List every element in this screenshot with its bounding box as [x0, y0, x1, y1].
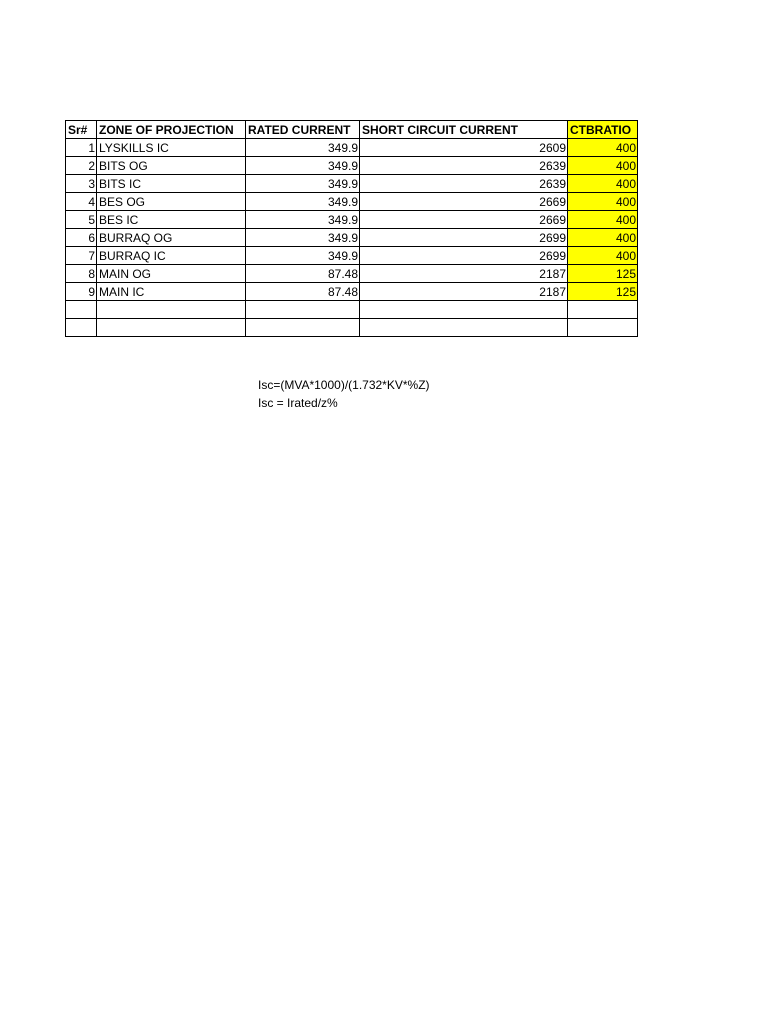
cell-zone: BITS IC: [97, 175, 246, 193]
cell-short-circuit-current: 2669: [360, 211, 568, 229]
cell-zone: MAIN IC: [97, 283, 246, 301]
empty-row: [66, 301, 638, 319]
cell-zone: BES IC: [97, 211, 246, 229]
cell-ct-ratio: 400: [568, 175, 638, 193]
empty-cell: [360, 319, 568, 337]
cell-short-circuit-current: 2609: [360, 139, 568, 157]
table-row: [66, 175, 638, 193]
cell-ct-ratio: 400: [568, 139, 638, 157]
cell-zone: MAIN OG: [97, 265, 246, 283]
empty-cell: [246, 319, 360, 337]
cell-rated-current: 349.9: [246, 157, 360, 175]
table-row: [66, 247, 638, 265]
cell-short-circuit-current: 2639: [360, 157, 568, 175]
cell-ct-ratio: 125: [568, 265, 638, 283]
cell-rated-current: 349.9: [246, 211, 360, 229]
cell-rated-current: 87.48: [246, 265, 360, 283]
formula-isc-irated: Isc = Irated/z%: [258, 396, 338, 410]
cell-rated-current: 87.48: [246, 283, 360, 301]
cell-rated-current: 349.9: [246, 247, 360, 265]
cell-short-circuit-current: 2669: [360, 193, 568, 211]
cell-ct-ratio: 400: [568, 157, 638, 175]
cell-short-circuit-current: 2699: [360, 229, 568, 247]
header-sr: Sr#: [66, 121, 97, 139]
cell-rated-current: 349.9: [246, 229, 360, 247]
table-row: [66, 193, 638, 211]
table-row: [66, 283, 638, 301]
cell-short-circuit-current: 2187: [360, 283, 568, 301]
cell-sr: 2: [66, 157, 97, 175]
table-row: [66, 157, 638, 175]
empty-cell: [97, 319, 246, 337]
cell-short-circuit-current: 2699: [360, 247, 568, 265]
cell-ct-ratio: 400: [568, 247, 638, 265]
cell-sr: 4: [66, 193, 97, 211]
cell-zone: BES OG: [97, 193, 246, 211]
header-ct-ratio: CTBRATIO: [568, 121, 638, 139]
cell-zone: BITS OG: [97, 157, 246, 175]
table-row: [66, 265, 638, 283]
cell-zone: BURRAQ IC: [97, 247, 246, 265]
empty-cell: [360, 301, 568, 319]
formula-isc-mva: Isc=(MVA*1000)/(1.732*KV*%Z): [258, 378, 430, 392]
cell-rated-current: 349.9: [246, 193, 360, 211]
empty-cell: [66, 319, 97, 337]
cell-zone: BURRAQ OG: [97, 229, 246, 247]
cell-ct-ratio: 400: [568, 229, 638, 247]
cell-sr: 3: [66, 175, 97, 193]
empty-cell: [568, 301, 638, 319]
header-rated-current: RATED CURRENT: [246, 121, 360, 139]
cell-sr: 8: [66, 265, 97, 283]
cell-ct-ratio: 400: [568, 193, 638, 211]
cell-sr: 5: [66, 211, 97, 229]
empty-row: [66, 319, 638, 337]
table-row: [66, 211, 638, 229]
cell-ct-ratio: 400: [568, 211, 638, 229]
cell-rated-current: 349.9: [246, 139, 360, 157]
cell-zone: LYSKILLS IC: [97, 139, 246, 157]
ct-ratio-table: [65, 120, 638, 337]
table-row: [66, 139, 638, 157]
cell-sr: 7: [66, 247, 97, 265]
cell-sr: 9: [66, 283, 97, 301]
cell-rated-current: 349.9: [246, 175, 360, 193]
empty-cell: [568, 319, 638, 337]
header-zone: ZONE OF PROJECTION: [97, 121, 246, 139]
empty-cell: [97, 301, 246, 319]
cell-short-circuit-current: 2187: [360, 265, 568, 283]
header-short-circuit-current: SHORT CIRCUIT CURRENT: [360, 121, 568, 139]
table-row: [66, 229, 638, 247]
cell-sr: 1: [66, 139, 97, 157]
cell-sr: 6: [66, 229, 97, 247]
empty-cell: [66, 301, 97, 319]
cell-short-circuit-current: 2639: [360, 175, 568, 193]
empty-cell: [246, 301, 360, 319]
header-row: [66, 121, 638, 139]
cell-ct-ratio: 125: [568, 283, 638, 301]
